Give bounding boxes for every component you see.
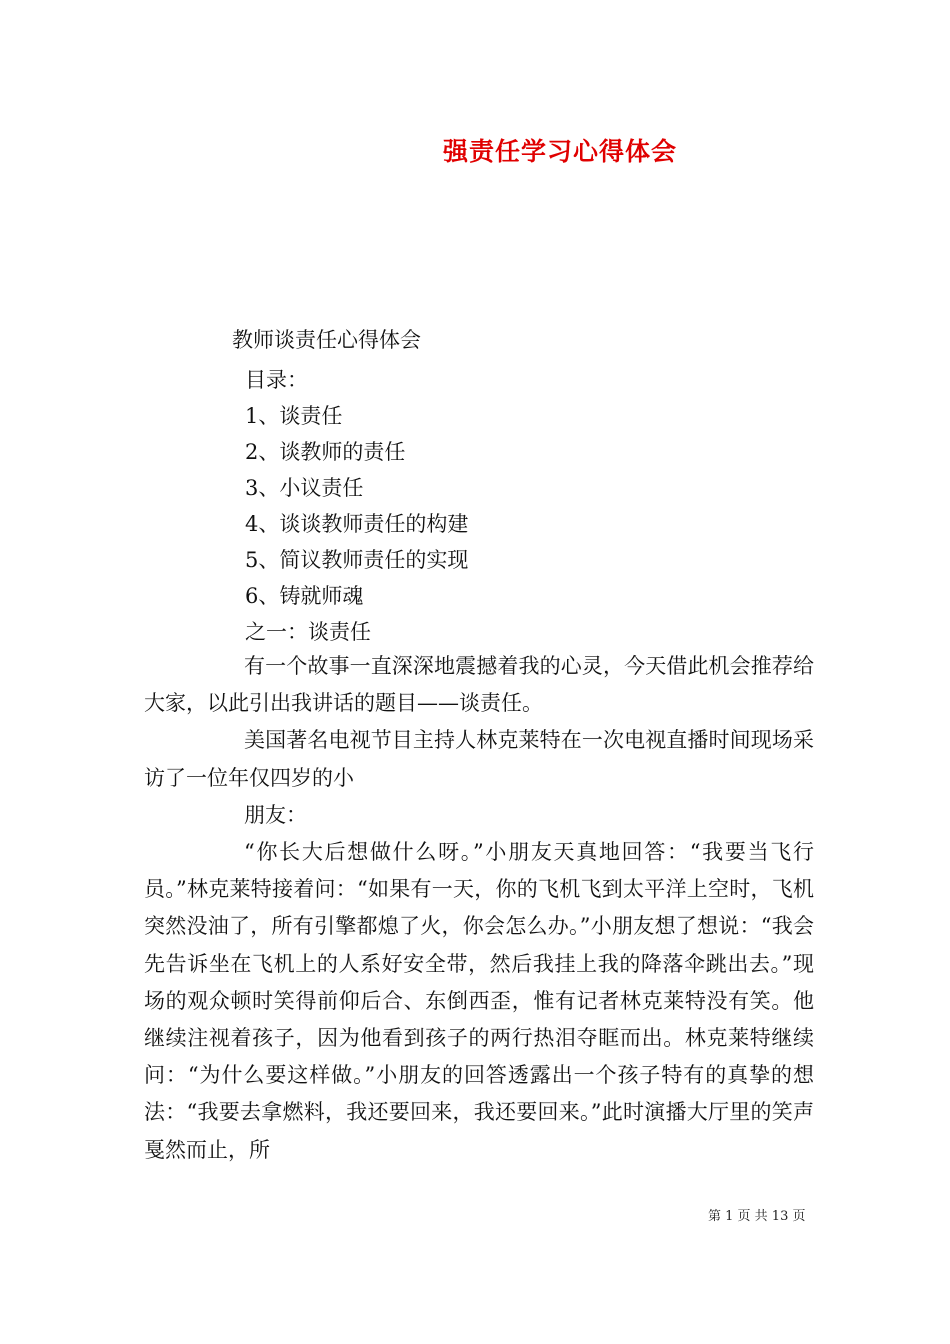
body-text	[144, 648, 814, 1169]
toc-title: 目录：	[245, 368, 308, 392]
paragraph: 朋友：	[244, 802, 307, 827]
toc-item: 2、谈教师的责任	[245, 440, 406, 464]
section-title: 之一：谈责任	[245, 620, 371, 644]
toc-item: 5、简议教师责任的实现	[245, 548, 469, 572]
paragraph: “你长大后想做什么呀。”小朋友天真地回答：“我要当飞行员。”林克莱特接着问：“如果有一天，你的飞机飞到太平洋上空时，飞机突然没油了，所有引擎都熄了火，你会怎么办。”小朋友想了想说：“我会先告诉坐在飞机上的人系好安全带，然后我挂上我的降落伞跳出去。”现场的观众顿时笑得前仰后合、东倒西歪，惟有记者林克莱特没有笑。他继续注视着孩子，因为他看到孩子的两行热泪夺眶而出。林克莱特继续问：“为什么要这样做。”小朋友的回答透露出一个孩子特有的真挚的想法：“我要去拿燃料，我还要回来，我还要回来。”此时演播大厅里的笑声戛然而止，所	[144, 840, 814, 1162]
document-heading: 教师谈责任心得体会	[232, 328, 421, 352]
table-of-contents	[245, 362, 468, 650]
toc-item: 1、谈责任	[245, 404, 343, 428]
toc-item: 3、小议责任	[245, 476, 364, 500]
document-title: 强责任学习心得体会	[442, 137, 677, 166]
paragraph: 美国著名电视节目主持人林克莱特在一次电视直播时间现场采访了一位年仅四岁的小	[144, 728, 814, 790]
page-number: 第 1 页 共 13 页	[708, 1209, 806, 1224]
toc-item: 6、铸就师魂	[245, 584, 364, 608]
toc-item: 4、谈谈教师责任的构建	[245, 512, 469, 536]
paragraph: 有一个故事一直深深地震撼着我的心灵，今天借此机会推荐给大家，以此引出我讲话的题目——谈责任。	[144, 654, 814, 716]
